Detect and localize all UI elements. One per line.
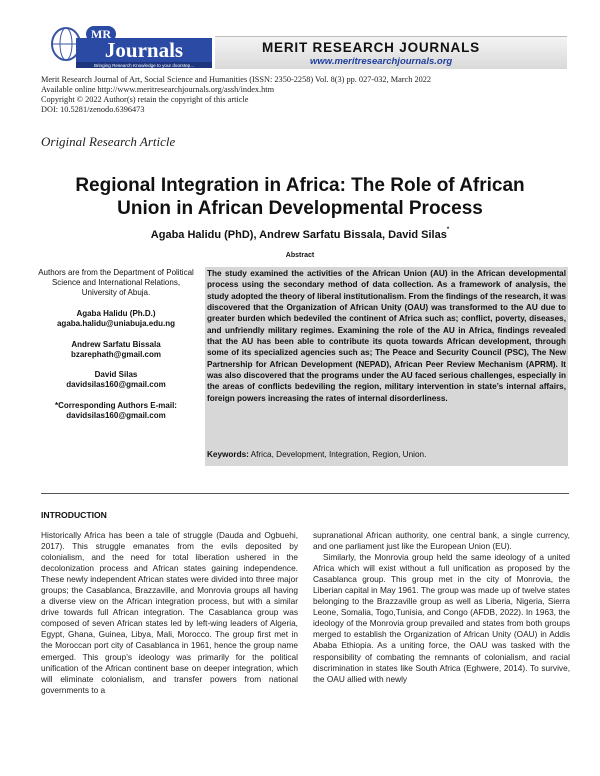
author-names: Agaba Halidu (PhD), Andrew Sarfatu Bissala, David Silas [150,229,447,241]
body-column-right [313,530,570,685]
author-2-name: Andrew Sarfatu Bissala [71,340,161,349]
abstract-text: The study examined the activities of the African Union (AU) in the African developmental process using the secondary method of data collection. As a framework of analysis, the study adopted the theory of liberal institutionalism. From the findings of the research, it was discovered that the Organization of African Unity (OAU) was transformed to the AU due to greater burden which bedeviled the continent of Africa such as; conflict, poverty, diseases, and unfriendly military regimes. Examining the role of the AU in Africa, findings revealed that the AU has been able to contribute its quota towards African development, through some of its specialized agencies such as; The Peace and Security Council (PSC), The New Partnership for African Development (NEPAD), African Peer Review Mechanism (APRM). It was also discovered that the programs under the AU faced serious challenges, especially in the areas of conflicts bedeviling the region, military intervention in state’s internal affairs, foreign powers increasing the rates of internal disorderliness. [207,269,566,403]
corresponding-label: *Corresponding Authors E-mail: [55,401,177,410]
author-1-name: Agaba Halidu (Ph.D.) [76,309,156,318]
copyright-line: Copyright © 2022 Author(s) retain the copyright of this article [41,95,249,104]
affiliation-note: Authors are from the Department of Political Science and International Relations, University of Abuja. [38,268,194,297]
paper-title [0,174,600,220]
keywords-label: Keywords: [207,450,249,459]
journal-logo [46,24,214,68]
body-paragraph: supranational African authority, one central bank, a single currency, and one parliament just like the European Union (EU). [313,530,570,552]
journal-url[interactable]: www.meritresearchjournals.org [310,56,453,67]
keywords-list: Africa, Development, Integration, Region, Union. [248,450,427,459]
logo-tagline: Bringing Research Knowledge to your doorstep... [93,62,195,68]
corresponding-email[interactable]: davidsilas160@gmail.com [66,411,166,420]
author-1-email[interactable]: agaba.halidu@uniabuja.edu.ng [56,319,176,328]
citation-line: Merit Research Journal of Art, Social Science and Humanities (ISSN: 2350-2258) Vol. 8(3) pp. 027-032, March 2022 [41,75,432,84]
body-paragraph: Historically Africa has been a tale of struggle (Dauda and Ogbuehi, 2017). This struggle emanates from the evils deposited by colonialism, and the need for total liberation ushered in the decolonization process and African states gaining independence. These newly independent African states were divided into three major groups; the Casablanca, Brazzaville, and Monrovia groups all having a diverse view on the African integration process, but with a similar drive towards full African integration. The Casablanca group was composed of seven African states led by left-wing leaders of Algeria, Egypt, Ghana, Guinea, Libya, Mali, Morocco. The group first met in the Moroccan port city of Casablanca in 1961, hence the group name emerged. This group’s ideology was primarily for the political unification of the African continent base on deeper integration, which will eliminate colonialism, and transfer powers from national governments to a [41,530,298,695]
introduction-heading: INTRODUCTION [41,510,107,520]
doi-line[interactable]: DOI: 10.5281/zenodo.6396473 [41,105,145,114]
journal-banner-title: MERIT RESEARCH JOURNALS [262,40,480,55]
logo-mr: MR [91,27,111,41]
body-column-left [41,530,298,696]
body-paragraph: Similarly, the Monrovia group held the same ideology of a united Africa which will exist without a full unification as proposed by the Casablanca group. This group met in the city of Monrovia, the Liberian capital in May 1961. The group was made up of twelve states belonging to the Brazzaville group as well as Liberia, Nigeria, Sierra Leone, Somalia, Togo,Tunisia, and Congo (AFDB, 2022). In 1963, the ideology of the Monrovia group prevailed and states from both groups merged to establish the Organization of African Unity (OAU) in Addis Ababa Ethiopia. As a uniting force, the OAU was tasked with the responsibility of combating the remnants of colonialism, and racial discrimination in states like South Africa (Eghwere, 2014). To survive, the OAU allied with newly [313,552,570,684]
paper-title-line-2: Union in African Developmental Process [117,198,483,219]
author-3-email[interactable]: davidsilas160@gmail.com [66,380,166,389]
availability-line[interactable]: Available online http://www.meritresearchjournals.org/assh/index.htm [41,85,275,94]
corresponding-mark: * [446,227,450,233]
author-3-name: David Silas [94,370,138,379]
keywords [207,449,426,460]
section-divider [41,493,569,494]
author-2-email[interactable]: bzarephath@gmail.com [70,350,162,359]
abstract-heading: Abstract [285,252,315,259]
author-list [0,229,600,241]
article-type: Original Research Article [41,134,176,149]
paper-title-line-1: Regional Integration in Africa: The Role of African [75,175,525,196]
logo-word: Journals [104,38,184,62]
